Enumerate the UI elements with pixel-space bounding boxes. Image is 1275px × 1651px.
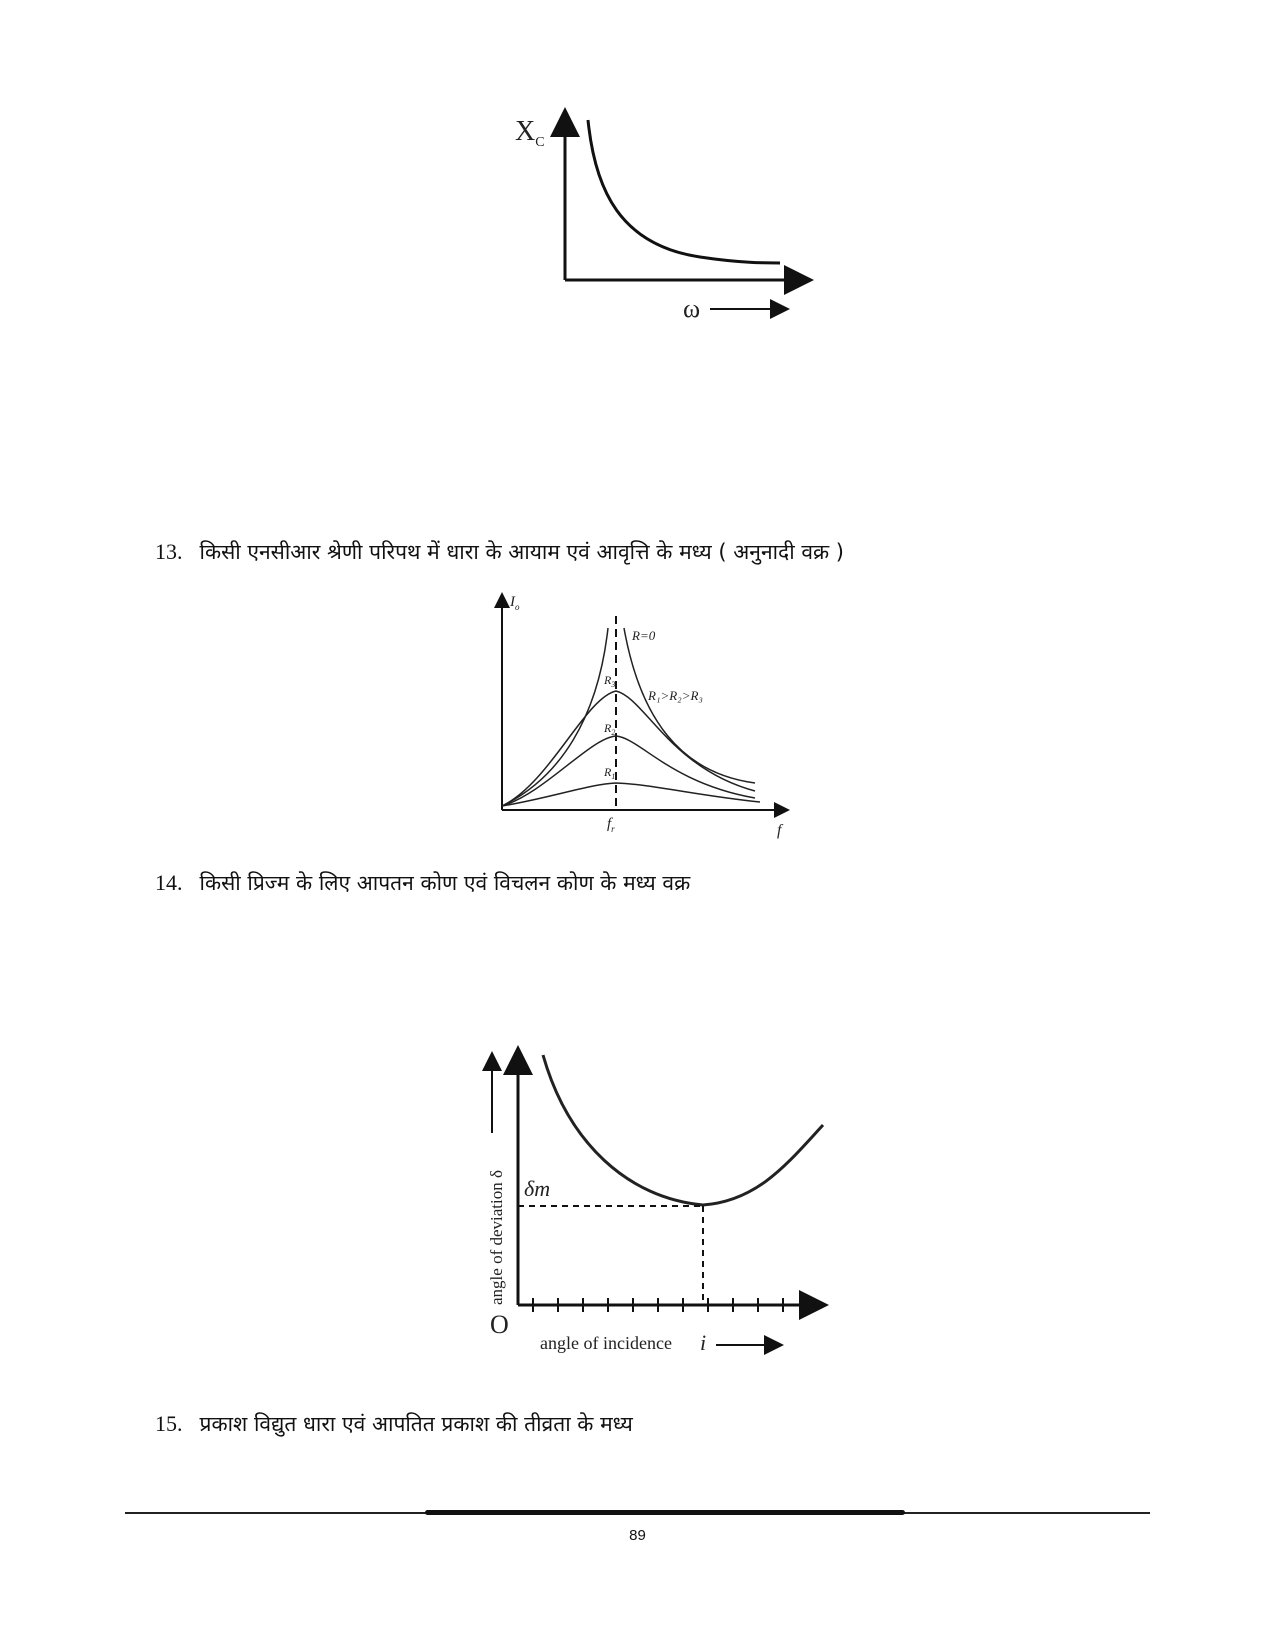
min-deviation-label: δm (524, 1176, 551, 1201)
question-13 (155, 538, 844, 566)
question-15 (155, 1410, 633, 1438)
deviation-curve (543, 1055, 823, 1205)
reactance-curve (588, 120, 780, 263)
x-axis-label: ω (683, 294, 701, 323)
r1-label: $R_1$ (604, 765, 616, 781)
y-axis-label: $X_C$ (515, 116, 545, 150)
r3-label: $R_3$ (604, 673, 616, 689)
resistance-order-label: R₁>R₂>R₃ (648, 688, 703, 703)
resonance-curve-graph (490, 588, 810, 843)
footer-rule (125, 1512, 1150, 1514)
curve-r0-right (624, 628, 755, 783)
question-number: 14. (155, 870, 183, 895)
x-axis-symbol: i (700, 1330, 707, 1355)
curve-r2 (502, 736, 755, 806)
page-number: 89 (629, 1527, 646, 1544)
resonance-frequency-label: $f_r$ (607, 816, 615, 834)
question-text: किसी प्रिज्म के लिए आपतन कोण एवं विचलन कोण के मध्य वक्र (199, 871, 691, 895)
question-14 (155, 869, 690, 897)
r2-label: $R_2$ (604, 721, 616, 737)
question-number: 13. (155, 539, 183, 564)
question-text: प्रकाश विद्युत धारा एवं आपतित प्रकाश की तीव्रता के मध्य (199, 1412, 633, 1436)
x-axis-label: angle of incidence (540, 1333, 672, 1353)
curve-r1 (502, 783, 760, 806)
prism-deviation-graph (478, 1043, 838, 1363)
origin-label: O (490, 1310, 509, 1339)
y-axis-label: $I_o$ (510, 594, 520, 612)
question-number: 15. (155, 1411, 183, 1436)
x-axis-label: f (777, 822, 782, 839)
capacitive-reactance-graph (500, 95, 830, 335)
question-text: किसी एनसीआर श्रेणी परिपथ में धारा के आयाम एवं आवृत्ति के मध्य ( अनुनादी वक्र ) (199, 540, 844, 564)
r0-label: R=0 (632, 628, 656, 643)
curve-r0 (502, 628, 608, 806)
y-axis-label: angle of deviation δ (487, 1170, 506, 1305)
